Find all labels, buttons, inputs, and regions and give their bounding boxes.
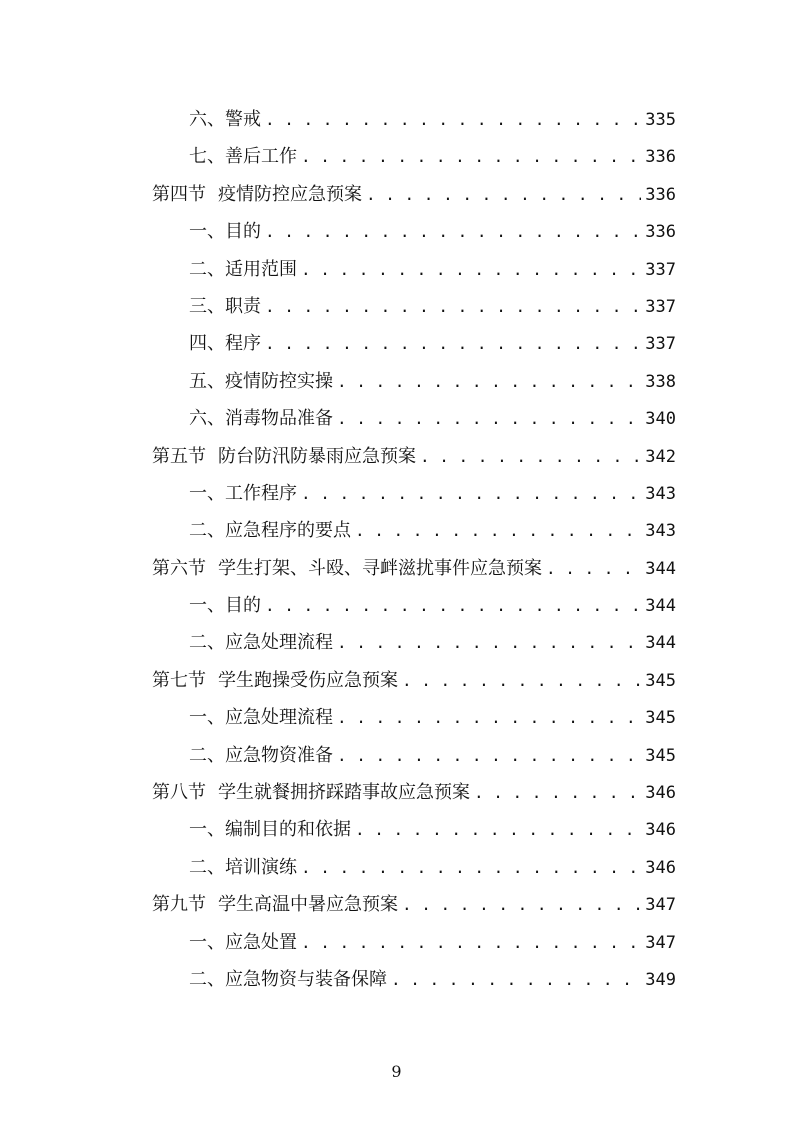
toc-entry-label (189, 699, 333, 736)
dot-leader (337, 699, 641, 736)
toc-entry-label (189, 737, 333, 774)
toc-entry-title: 消毒物品准备 (225, 408, 333, 430)
toc-entry-label (189, 475, 297, 512)
toc-subsection-entry[interactable] (152, 251, 676, 288)
toc-subsection-entry[interactable] (152, 363, 676, 400)
toc-entry-label (152, 662, 398, 699)
dot-leader (301, 475, 641, 512)
dot-leader (301, 924, 641, 961)
toc-entry-title: 目的 (225, 221, 261, 243)
dot-leader (337, 624, 641, 661)
toc-entry-page: 343 (645, 521, 676, 542)
toc-entry-page: 337 (645, 334, 676, 355)
toc-entry-label (189, 587, 261, 624)
toc-entry-number: 一、 (189, 595, 225, 617)
dot-leader (355, 811, 641, 848)
toc-entry-label (189, 363, 333, 400)
toc-entry-number: 二、 (189, 968, 225, 990)
toc-entry-number: 五、 (189, 370, 225, 392)
toc-entry-title: 程序 (225, 333, 261, 355)
toc-entry-page: 346 (645, 820, 676, 841)
toc-entry-number: 一、 (189, 707, 225, 729)
toc-entry-number: 第八节 (152, 782, 206, 804)
dot-leader (391, 961, 641, 998)
toc-entry-title: 学生打架、斗殴、寻衅滋扰事件应急预案 (218, 557, 542, 579)
toc-entry-title: 应急物资准备 (225, 744, 333, 766)
toc-entry-number: 二、 (189, 258, 225, 280)
dot-leader (301, 849, 641, 886)
toc-subsection-entry[interactable] (152, 849, 676, 886)
toc-entry-label (189, 512, 351, 549)
toc-entry-page: 344 (645, 558, 676, 579)
dot-leader (474, 774, 641, 811)
toc-entry-label (189, 849, 297, 886)
toc-entry-title: 学生跑操受伤应急预案 (218, 669, 398, 691)
dot-leader (337, 737, 641, 774)
toc-entry-label (189, 924, 297, 961)
toc-entry-title: 目的 (225, 595, 261, 617)
dot-leader (355, 512, 641, 549)
toc-entry-number: 第四节 (152, 183, 206, 205)
toc-subsection-entry[interactable] (152, 961, 676, 998)
toc-entry-title: 应急处置 (225, 931, 297, 953)
toc-entry-label (152, 176, 362, 213)
toc-section-entry[interactable] (152, 176, 676, 213)
toc-subsection-entry[interactable] (152, 699, 676, 736)
toc-entry-number: 六、 (189, 109, 225, 130)
toc-subsection-entry[interactable] (152, 138, 676, 175)
toc-entry-page: 340 (645, 409, 676, 430)
toc-entry-label (189, 624, 333, 661)
toc-entry-page: 346 (645, 783, 676, 804)
toc-entry-label (152, 774, 470, 811)
toc-entry-page: 345 (645, 708, 676, 729)
toc-subsection-entry[interactable] (152, 737, 676, 774)
toc-entry-number: 一、 (189, 819, 225, 841)
toc-section-entry[interactable] (152, 774, 676, 811)
toc-entry-number: 二、 (189, 632, 225, 654)
toc-entry-page: 342 (645, 446, 676, 467)
toc-section-entry[interactable] (152, 662, 676, 699)
toc-entry-label (189, 213, 261, 250)
dot-leader (301, 251, 641, 288)
toc-entry-page: 345 (645, 670, 676, 691)
table-of-contents (152, 101, 676, 998)
toc-entry-page: 335 (645, 110, 676, 130)
toc-section-entry[interactable] (152, 438, 676, 475)
toc-entry-title: 疫情防控应急预案 (218, 183, 362, 205)
toc-entry-label (152, 550, 542, 587)
dot-leader (265, 325, 641, 362)
toc-subsection-entry[interactable] (152, 587, 676, 624)
toc-entry-number: 第七节 (152, 669, 206, 691)
toc-subsection-entry[interactable] (152, 624, 676, 661)
toc-entry-title: 应急处理流程 (225, 707, 333, 729)
dot-leader (402, 886, 641, 923)
toc-entry-title: 学生就餐拥挤踩踏事故应急预案 (218, 782, 470, 804)
toc-entry-label (152, 438, 416, 475)
toc-subsection-entry[interactable] (152, 811, 676, 848)
toc-entry-title: 警戒 (225, 109, 261, 130)
toc-entry-number: 二、 (189, 520, 225, 542)
toc-entry-number: 三、 (189, 295, 225, 317)
toc-entry-number: 第九节 (152, 894, 206, 916)
toc-entry-number: 一、 (189, 931, 225, 953)
toc-entry-title: 培训演练 (225, 856, 297, 878)
toc-entry-number: 二、 (189, 744, 225, 766)
toc-entry-page: 345 (645, 745, 676, 766)
toc-entry-title: 应急程序的要点 (225, 520, 351, 542)
toc-section-entry[interactable] (152, 886, 676, 923)
dot-leader (265, 213, 641, 250)
toc-entry-title: 疫情防控实操 (225, 370, 333, 392)
toc-subsection-entry[interactable] (152, 512, 676, 549)
toc-entry-title: 善后工作 (225, 146, 297, 168)
toc-entry-number: 七、 (189, 146, 225, 168)
toc-entry-title: 应急物资与装备保障 (225, 968, 387, 990)
dot-leader (301, 138, 641, 175)
toc-subsection-entry[interactable] (152, 475, 676, 512)
dot-leader (546, 550, 641, 587)
toc-entry-label (189, 138, 297, 175)
toc-entry-number: 一、 (189, 221, 225, 243)
toc-entry-page: 337 (645, 296, 676, 317)
toc-subsection-entry[interactable] (152, 213, 676, 250)
toc-subsection-entry[interactable] (152, 288, 676, 325)
toc-entry-page: 338 (645, 371, 676, 392)
toc-entry-label (189, 961, 387, 998)
toc-entry-page: 346 (645, 857, 676, 878)
dot-leader (265, 101, 641, 138)
toc-entry-number: 一、 (189, 482, 225, 504)
toc-entry-label (189, 251, 297, 288)
toc-entry-page: 344 (645, 633, 676, 654)
toc-entry-page: 343 (645, 483, 676, 504)
toc-entry-label (189, 288, 261, 325)
toc-entry-title: 职责 (225, 295, 261, 317)
dot-leader (265, 288, 641, 325)
toc-entry-page: 336 (645, 184, 676, 205)
toc-entry-number: 二、 (189, 856, 225, 878)
toc-entry-title: 应急处理流程 (225, 632, 333, 654)
toc-subsection-entry[interactable] (152, 101, 676, 138)
toc-entry-number: 四、 (189, 333, 225, 355)
toc-entry-label (189, 811, 351, 848)
toc-section-entry[interactable] (152, 550, 676, 587)
toc-subsection-entry[interactable] (152, 325, 676, 362)
toc-entry-label (189, 400, 333, 437)
dot-leader (337, 400, 641, 437)
toc-entry-page: 337 (645, 259, 676, 280)
toc-entry-number: 第六节 (152, 557, 206, 579)
toc-entry-number: 六、 (189, 408, 225, 430)
dot-leader (337, 363, 641, 400)
toc-entry-page: 347 (645, 932, 676, 953)
toc-entry-label (189, 325, 261, 362)
toc-entry-page: 347 (645, 895, 676, 916)
toc-entry-number: 第五节 (152, 445, 206, 467)
toc-entry-title: 防台防汛防暴雨应急预案 (218, 445, 416, 467)
dot-leader (402, 662, 641, 699)
toc-entry-title: 编制目的和依据 (225, 819, 351, 841)
toc-entry-page: 336 (645, 222, 676, 243)
toc-entry-label (189, 101, 261, 138)
toc-entry-title: 工作程序 (225, 482, 297, 504)
dot-leader (366, 176, 641, 213)
toc-entry-title: 学生高温中暑应急预案 (218, 894, 398, 916)
page-number: 9 (391, 1062, 402, 1081)
toc-entry-page: 349 (645, 969, 676, 990)
toc-subsection-entry[interactable] (152, 400, 676, 437)
toc-entry-title: 适用范围 (225, 258, 297, 280)
toc-subsection-entry[interactable] (152, 924, 676, 961)
toc-entry-page: 344 (645, 596, 676, 617)
toc-entry-page: 336 (645, 147, 676, 168)
dot-leader (420, 438, 641, 475)
dot-leader (265, 587, 641, 624)
toc-entry-label (152, 886, 398, 923)
